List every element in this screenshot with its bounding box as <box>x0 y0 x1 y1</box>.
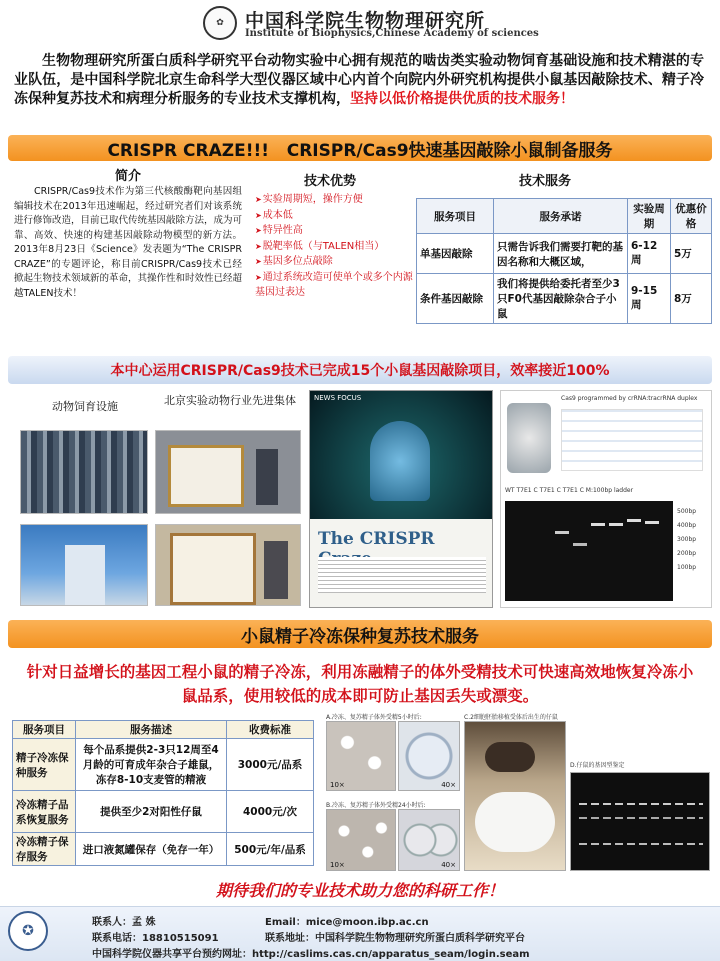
ivf-24h-10x <box>326 809 396 871</box>
embryo-image <box>507 403 551 473</box>
facility-caption: 动物饲育设施 <box>52 400 118 413</box>
cell-price: 5万 <box>671 234 712 274</box>
cell-item: 单基因敲除 <box>417 234 494 274</box>
facility-photo-racks <box>20 430 148 514</box>
intro-paragraph <box>14 52 704 109</box>
freeze-banner <box>8 620 712 648</box>
services-heading: 技术服务 <box>518 174 571 189</box>
intro-heading: 简介 <box>114 169 141 184</box>
col-header: 服务承诺 <box>494 199 628 234</box>
fig-c-caption: C.2细胞胚胎移植受体后出生的仔鼠 <box>464 714 558 721</box>
col-header: 服务项目 <box>417 199 494 234</box>
advantage-item: ➤ 实验周期短，操作方便 <box>255 192 415 208</box>
freeze-description: 针对日益增长的基因工程小鼠的精子冷冻，利用冻融精子的体外受精技术可快速高效地恢复冷冻小鼠品系，使用较低的成本即可防止基因丢失或漂变。 <box>26 663 694 705</box>
gel-marker: 100bp <box>677 564 697 571</box>
award-caption: 北京实验动物行业先进集体 <box>164 394 296 407</box>
gel-marker: 500bp <box>677 508 697 515</box>
achievement-banner <box>8 356 712 384</box>
table-row <box>13 739 314 791</box>
contact-footer <box>0 906 720 961</box>
address-label: 联系地址： <box>265 933 315 944</box>
ivf-5h-40x <box>398 721 460 791</box>
mag-label: 40× <box>441 781 456 789</box>
magazine-title: The CRISPR <box>318 529 435 549</box>
contact-address <box>265 929 525 944</box>
ivf-24h-40x <box>398 809 460 871</box>
facility-photo-corridor <box>20 524 148 606</box>
advantage-item: ➤ 脱靶率低（与TALEN相当） <box>255 239 415 255</box>
contact-label: 联系人： <box>92 917 132 928</box>
table-row <box>13 833 314 866</box>
contact-person <box>92 913 155 928</box>
gel-marker: 200bp <box>677 550 697 557</box>
advantage-item: ➤ 基因多位点敲除 <box>255 254 415 270</box>
phone-value: 18810515091 <box>142 933 219 944</box>
ivf-5h-10x <box>326 721 396 791</box>
contact-phone <box>92 929 219 944</box>
contact-value: 孟 姝 <box>132 917 156 928</box>
col-header: 实验周期 <box>628 199 671 234</box>
magazine-tag: NEWS FOCUS <box>314 394 362 402</box>
address-value: 中国科学院生物物理研究所蛋白质科学研究平台 <box>315 933 525 944</box>
gel-image <box>505 501 673 601</box>
cell-fee: 500元/年/品系 <box>227 833 314 866</box>
table-row <box>417 234 712 274</box>
crispr-service-table <box>416 198 712 324</box>
award-photo-certificate <box>155 524 301 606</box>
mouse-pups-photo <box>464 721 566 871</box>
col-header: 优惠价格 <box>671 199 712 234</box>
fig-a-caption: A.冷冻、复苏精子体外受精5小时后: <box>326 714 422 721</box>
email-value[interactable]: mice@moon.ibp.ac.cn <box>305 917 429 928</box>
mag-label: 10× <box>330 781 345 789</box>
mag-label: 40× <box>441 861 456 869</box>
advantages-heading: 技术优势 <box>303 174 356 189</box>
cas9-diagram <box>561 409 703 471</box>
org-title-cn: 中国科学院生物物理研究所 <box>245 10 486 32</box>
gel-marker: 400bp <box>677 522 697 529</box>
crispr-banner-text: CRISPR CRAZE!!! CRISPR/Cas9快速基因敲除小鼠制备服务 <box>107 140 613 161</box>
contact-email[interactable] <box>265 913 429 928</box>
cell-desc: 提供至少2对阳性仔鼠 <box>76 791 227 833</box>
crispr-banner <box>8 135 712 161</box>
gel-marker: 300bp <box>677 536 697 543</box>
cell-fee: 4000元/次 <box>227 791 314 833</box>
cell-promise: 我们将提供给委托者至少3只F0代基因敲除杂合子小鼠 <box>494 274 628 324</box>
phone-label: 联系电话： <box>92 933 142 944</box>
org-title-en: Institute of Biophysics,Chinese Academy of sciences <box>245 28 539 39</box>
cell-item: 条件基因敲除 <box>417 274 494 324</box>
institute-logo: ✿ <box>203 6 237 40</box>
advantage-item: ➤ 特异性高 <box>255 223 415 239</box>
cell-item: 精子冷冻保种服务 <box>13 739 76 791</box>
cell-price: 8万 <box>671 274 712 324</box>
table-row <box>13 791 314 833</box>
booking-link[interactable]: http://caslims.cas.cn/apparatus_seam/login.seam <box>252 949 530 960</box>
advantage-item: ➤ 成本低 <box>255 208 415 224</box>
advantage-item: ➤ 通过系统改造可使单个或多个内源基因过表达 <box>255 270 415 301</box>
booking-label: 中国科学院仪器共享平台预约网址： <box>92 949 252 960</box>
cell-period: 9-15周 <box>628 274 671 324</box>
institute-seal-icon: ✪ <box>8 911 48 951</box>
mag-label: 10× <box>330 861 345 869</box>
booking-url[interactable] <box>92 945 530 960</box>
col-header: 收费标准 <box>227 721 314 739</box>
table-header-row <box>417 199 712 234</box>
crispr-intro-text: CRISPR/Cas9技术作为第三代核酸酶靶向基因组编辑技术在2013年迅速崛起，经过研究者们对该系统进行修饰改造，目前已取代传统基因敲除方法，成为可靠、高效、快速的构建基因敲除动物模型的新方法。2013年8月23日《Science》发表题为“The CRISPR CRAZE”的专题评论，称目前CRISPR/Cas9技术已经掀起生物技术领域新的革命，其操作性和时效性已经超越TALEN技术！ <box>14 186 243 299</box>
fig-b-caption: B.冷冻、复苏精子体外受精24小时后: <box>326 802 426 809</box>
gel-figure <box>500 390 712 608</box>
genotype-gel <box>570 772 710 871</box>
col-header: 服务项目 <box>13 721 76 739</box>
cell-desc: 每个品系提供2-3只12周至4月龄的可育成年杂合子雄鼠，冻存8-10支麦管的精液 <box>76 739 227 791</box>
freeze-banner-text: 小鼠精子冷冻保种复苏技术服务 <box>241 626 479 647</box>
freeze-service-table <box>12 720 314 866</box>
gel-markers <box>677 505 696 575</box>
magazine-cover <box>309 390 493 608</box>
award-photo-plaque <box>155 430 301 514</box>
table-row <box>417 274 712 324</box>
cell-period: 6-12周 <box>628 234 671 274</box>
cell-fee: 3000元/品系 <box>227 739 314 791</box>
gel-lanes: WT T7E1 C T7E1 C T7E1 C M:100bp ladder <box>505 487 634 494</box>
col-header: 服务描述 <box>76 721 227 739</box>
achievement-text: 本中心运用CRISPR/Cas9技术已完成15个小鼠基因敲除项目，效率接近100% <box>110 363 610 379</box>
intro-highlight: 坚持以低价格提供优质的技术服务！ <box>350 91 574 107</box>
cell-promise: 只需告诉我们需要打靶的基因名称和大概区域， <box>494 234 628 274</box>
table-header-row <box>13 721 314 739</box>
cell-item: 冷冻精子品系恢复服务 <box>13 791 76 833</box>
cell-item: 冷冻精子保存服务 <box>13 833 76 866</box>
fig-d-caption: D.仔鼠的基因型鉴定 <box>570 762 625 769</box>
gel-title: Cas9 programmed by crRNA:tracrRNA duplex <box>561 395 698 402</box>
cell-desc: 进口液氮罐保存（免存一年） <box>76 833 227 866</box>
email-label: Email： <box>265 917 306 928</box>
advantages-list <box>255 192 415 301</box>
closing-slogan: 期待我们的专业技术助力您的科研工作！ <box>215 881 504 900</box>
intro-text: 生物物理研究所蛋白质科学研究平台动物实验中心拥有规范的啮齿类实验动物饲育基础设施和技术精湛的专业队伍，是中国科学院北京生命科学大型仪器区域中心内首个向院内外研究机构提供小鼠基因敲除技术、精子冷冻保种复苏技术和病理分析服务的专业技术支撑机构， <box>14 53 704 107</box>
